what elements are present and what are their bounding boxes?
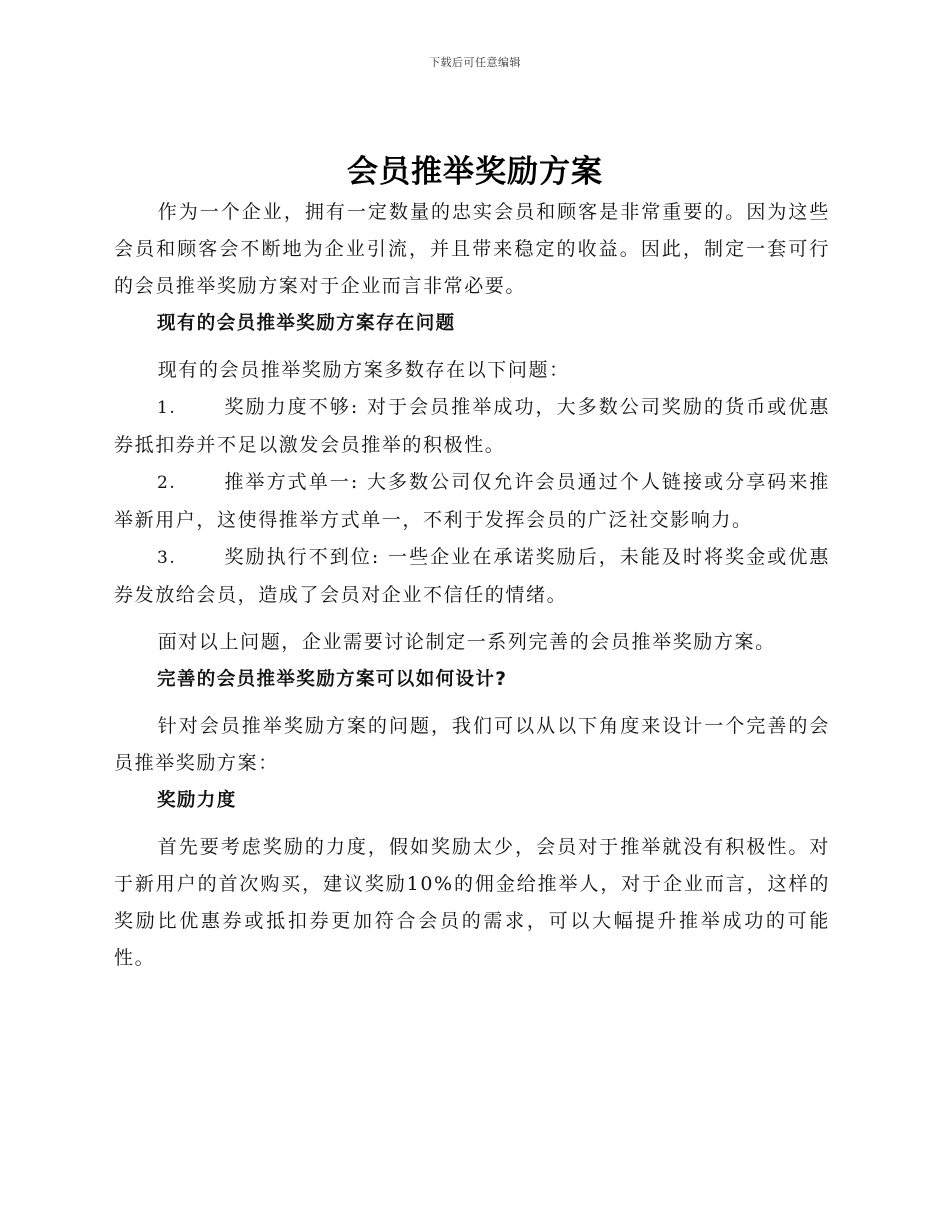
list-item — [114, 389, 830, 464]
list-item-text: 奖励力度不够: 对于会员推举成功，大多数公司奖励的货币或优惠券抵扣券并不足以激发会员推举的积极性。 — [114, 396, 830, 456]
list-item — [114, 464, 830, 539]
problems-lead-paragraph: 现有的会员推举奖励方案多数存在以下问题： — [157, 359, 570, 381]
list-item-text: 奖励执行不到位: 一些企业在承诺奖励后，未能及时将奖金或优惠券发放给会员，造成了会员对企业不信任的情绪。 — [114, 546, 830, 606]
header-note: 下载后可任意编辑 — [429, 56, 521, 69]
design-lead-paragraph: 针对会员推举奖励方案的问题，我们可以从以下角度来设计一个完善的会员推举奖励方案： — [114, 715, 830, 774]
section-heading-reward-strength: 奖励力度 — [157, 790, 237, 811]
list-item-number: 2. — [157, 473, 177, 493]
intro-paragraph: 作为一个企业，拥有一定数量的忠实会员和顾客是非常重要的。因为这些会员和顾客会不断地为企业引流，并且带来稳定的收益。因此，制定一套可行的会员推举奖励方案对于企业而言非常必要。 — [114, 201, 830, 297]
section-heading-design: 完善的会员推举奖励方案可以如何设计? — [157, 669, 508, 690]
problems-closing-paragraph: 面对以上问题，企业需要讨论制定一系列完善的会员推举奖励方案。 — [157, 631, 776, 653]
list-item-text: 推举方式单一: 大多数公司仅允许会员通过个人链接或分享码来推举新用户，这使得推举方式单一，不利于发挥会员的广泛社交影响力。 — [114, 471, 830, 531]
document-body — [114, 194, 830, 977]
list-item — [114, 539, 830, 614]
reward-strength-paragraph: 首先要考虑奖励的力度，假如奖励太少，会员对于推举就没有积极性。对于新用户的首次购买，建议奖励10%的佣金给推举人，对于企业而言，这样的奖励比优惠券或抵扣券更加符合会员的需求，可以大幅提升推举成功的可能性。 — [114, 836, 830, 969]
document-title: 会员推举奖励方案 — [347, 154, 603, 190]
section-heading-problems: 现有的会员推举奖励方案存在问题 — [157, 313, 456, 334]
list-item-number: 3. — [157, 548, 177, 568]
list-item-number: 1. — [157, 398, 177, 418]
